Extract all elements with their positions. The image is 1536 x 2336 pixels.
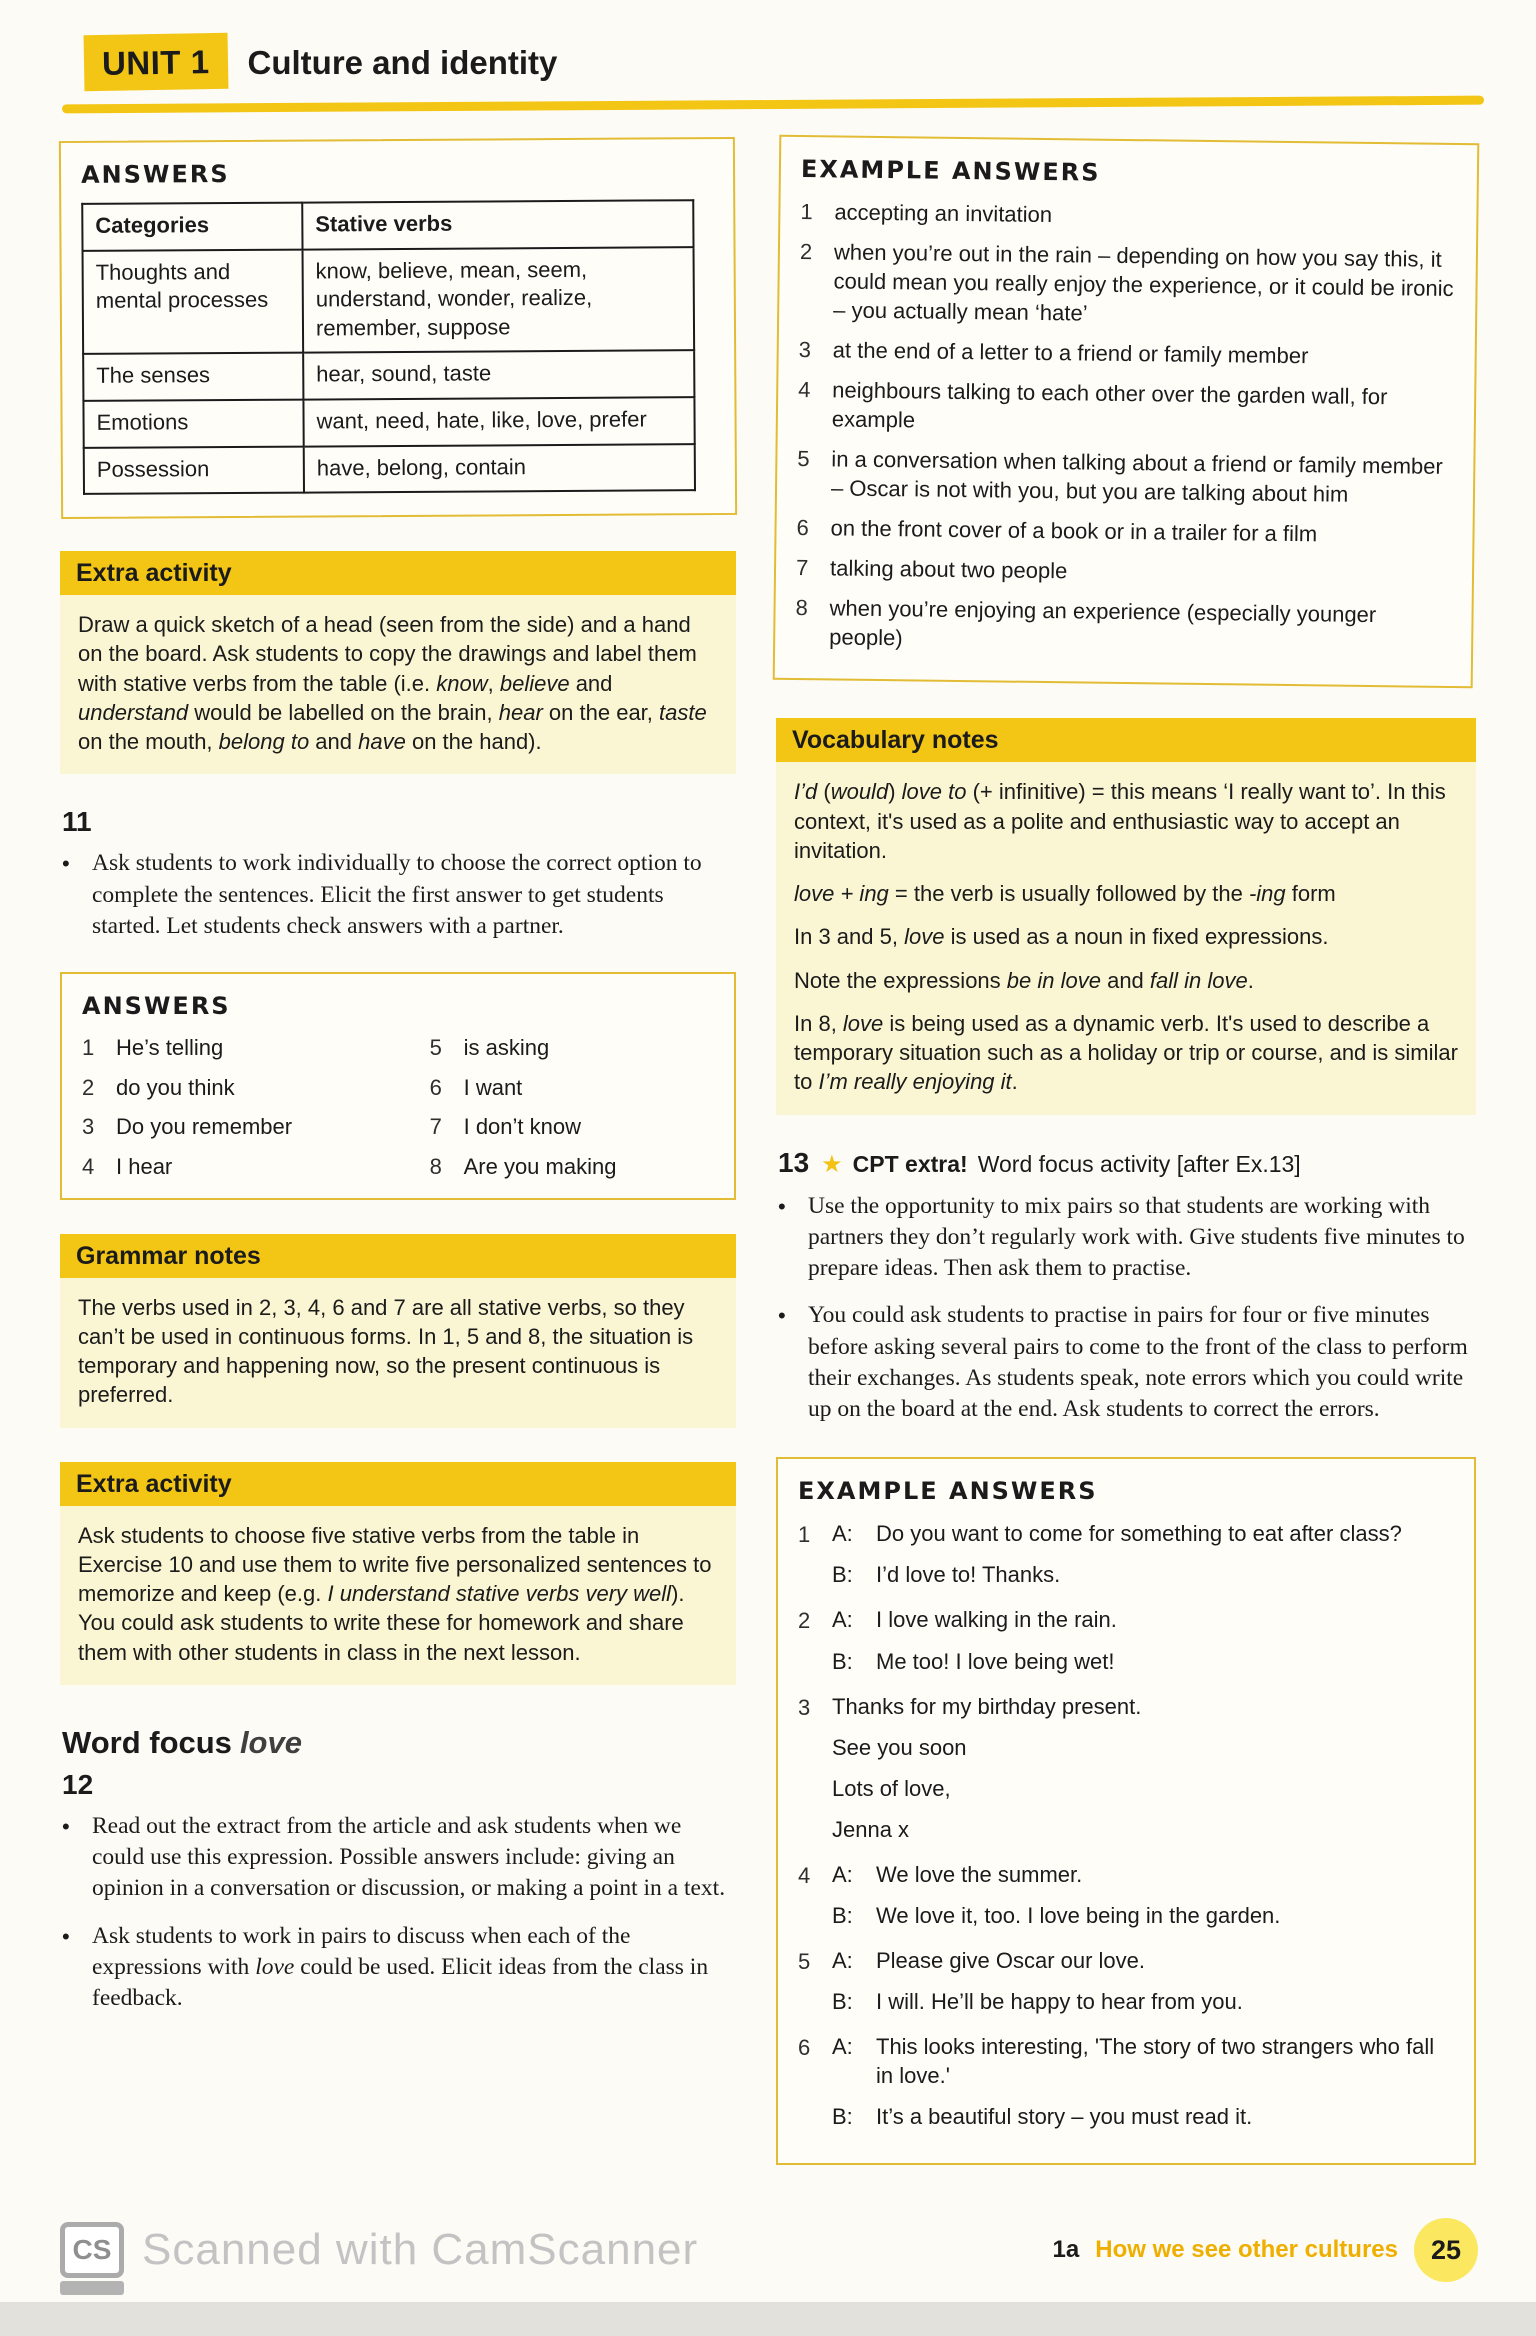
word-focus-heading xyxy=(62,1725,736,1761)
dialogue-line xyxy=(832,1815,1454,1844)
camscanner-logo-icon: CS xyxy=(60,2222,124,2278)
answer-text: Are you making xyxy=(463,1153,617,1179)
verbs-cell: want, need, hate, like, love, prefer xyxy=(303,397,694,446)
item-number: 4 xyxy=(798,1862,811,1888)
item-number: 2 xyxy=(798,1608,811,1634)
example-answer-item xyxy=(795,593,1452,659)
word-focus-keyword: love xyxy=(239,1724,302,1760)
vocabulary-note-paragraph: I’d (would) love to (+ infinitive) = this means ‘I really want to’. In this context, it's used as a polite and enthusiastic way to accept an invitation. xyxy=(794,779,1446,863)
dialogue-text: Do you want to come for something to eat after class? xyxy=(876,1521,1402,1547)
item-text: in a conversation when talking about a friend or family member – Oscar is not with you, but you are talking about him xyxy=(830,446,1443,507)
example-answer-item xyxy=(800,197,1456,234)
item-text: talking about two people xyxy=(829,555,1068,584)
star-icon: ★ xyxy=(821,1150,843,1178)
example-answers-label: EXAMPLE ANSWERS xyxy=(800,155,1101,187)
dialogue-text: Me too! I love being wet! xyxy=(876,1648,1115,1674)
dialogue-line xyxy=(832,1774,1454,1803)
answer-item xyxy=(430,1153,617,1182)
word-focus-label: Word focus xyxy=(62,1724,232,1760)
unit-badge: UNIT 1 xyxy=(84,33,228,91)
teaching-note-bullet xyxy=(778,1300,1476,1425)
item-number: 5 xyxy=(798,1948,811,1974)
cpt-extra-label: CPT extra! xyxy=(852,1150,968,1177)
speaker-label: A: xyxy=(832,1607,853,1633)
header-underline xyxy=(62,96,1484,114)
left-column xyxy=(60,139,736,2165)
dialogue-line xyxy=(832,1605,1454,1634)
dialogue-item xyxy=(798,1605,1454,1687)
example-answer-item xyxy=(799,237,1456,332)
dialogue-line xyxy=(832,1560,1454,1589)
example-answer-item xyxy=(798,375,1455,441)
answer-text: I hear xyxy=(116,1153,173,1179)
dialogue-lines xyxy=(832,1860,1454,1942)
answer-text: Do you remember xyxy=(116,1114,293,1140)
dialogue-line xyxy=(832,1860,1454,1889)
extra-activity-body: Ask students to choose five stative verbs from the table in Exercise 10 and use them to write five personalized sentences to memorize and keep (e.g. I understand stative verbs very well). You could ask students to write these for homework and share them with other students in class in the next lesson. xyxy=(60,1506,736,1685)
dialogue-item xyxy=(798,1860,1454,1942)
dialogue-item xyxy=(798,1946,1454,2028)
lesson-title: How we see other cultures xyxy=(1095,2236,1398,2263)
dialogue-text: I love walking in the rain. xyxy=(876,1607,1117,1633)
bullet-text: • You could ask students to practise in pairs for four or five minutes before asking several pairs to come to the front of the class to perform their exchanges. As students speak, note errors which you could write up on the board at the end. Ask students to correct the errors. xyxy=(808,1302,1468,1423)
dialogue-line xyxy=(832,1946,1454,1975)
vocabulary-notes-body xyxy=(776,762,1476,1114)
answer-number: 8 xyxy=(429,1153,442,1179)
item-number: 6 xyxy=(796,515,809,541)
dialogue-line xyxy=(832,1519,1454,1548)
bullet-text: • Read out the extract from the article and ask students when we could use this expression. Possible answers include: giving an opinion in a conversation or discussion, or making a point in a text. xyxy=(92,1812,726,1902)
item-number: 2 xyxy=(799,239,813,265)
answer-text: is asking xyxy=(463,1035,550,1061)
item-number: 8 xyxy=(795,595,808,621)
exercise-number-11: 11 xyxy=(62,806,92,838)
dialogue-line xyxy=(832,2102,1454,2131)
dialogue-line xyxy=(832,1647,1454,1676)
camscanner-text: Scanned with CamScanner xyxy=(142,2225,699,2274)
scan-edge-band xyxy=(0,2302,1536,2336)
dialogue-text: We love the summer. xyxy=(876,1861,1083,1887)
extra-activity-title: Extra activity xyxy=(60,551,736,595)
teaching-note-bullet xyxy=(62,1921,736,2015)
extra-activity-box-2 xyxy=(60,1462,736,1685)
exercise-number-13: 13 xyxy=(778,1146,810,1178)
grammar-notes-title: Grammar notes xyxy=(60,1234,736,1278)
category-cell: Possession xyxy=(84,446,304,494)
teaching-note-bullet xyxy=(62,848,736,942)
footer-section-info xyxy=(1053,2218,1478,2282)
answer-number: 2 xyxy=(82,1074,95,1100)
dialogue-text: Jenna x xyxy=(832,1816,910,1842)
example-answers-label: EXAMPLE ANSWERS xyxy=(798,1477,1098,1506)
answers-columns xyxy=(82,1034,714,1181)
dialogue-lines xyxy=(832,1692,1454,1856)
extra-activity-box-1 xyxy=(60,551,736,774)
category-cell: The senses xyxy=(83,353,303,401)
answers-box-label: ANSWERS xyxy=(80,160,230,189)
unit-header xyxy=(84,34,1484,90)
vocabulary-note-paragraph: love + ing = the verb is usually followed by the -ing form xyxy=(794,881,1336,907)
dialogue-line xyxy=(832,1733,1454,1762)
answer-item xyxy=(82,1074,430,1103)
page-title: Culture and identity xyxy=(247,44,558,81)
dialogue-text: I’d love to! Thanks. xyxy=(876,1562,1061,1588)
vocabulary-notes-box xyxy=(776,718,1476,1114)
teaching-note-bullet xyxy=(778,1191,1476,1285)
dialogue-line xyxy=(832,1692,1454,1721)
extra-activity-body: Draw a quick sketch of a head (seen from the side) and a hand on the board. Ask students to copy the drawings and label them with stative verbs from the table (i.e. know, believe and understand would be labelled on the brain, hear on the ear, taste on the mouth, belong to and have on the hand). xyxy=(60,595,736,774)
answer-item xyxy=(430,1034,617,1063)
bullet-text: • Ask students to work individually to choose the correct option to complete the sentences. Elicit the first answer to get students started. Let students check answers with a partner. xyxy=(92,850,702,939)
verbs-cell: hear, sound, taste xyxy=(303,351,694,400)
answers-box-label: ANSWERS xyxy=(82,992,231,1021)
answer-number: 1 xyxy=(82,1035,95,1061)
dialogue-item xyxy=(798,1692,1454,1856)
vocabulary-note-paragraph: In 8, love is being used as a dynamic verb. It's used to describe a temporary situation such as a holiday or trip or course, and is similar to I’m really enjoying it. xyxy=(794,1010,1458,1095)
bullet-text: • Ask students to work in pairs to discuss when each of the expressions with love could be used. Elicit ideas from the class in feedback. xyxy=(92,1922,709,2012)
answer-item xyxy=(82,1153,430,1182)
column-header-categories: Categories xyxy=(82,203,302,251)
answer-text: He’s telling xyxy=(116,1035,224,1061)
dialogue-text: It’s a beautiful story – you must read it. xyxy=(876,2103,1253,2129)
example-answers-box-1 xyxy=(773,135,1480,689)
answer-text: I don’t know xyxy=(463,1114,581,1140)
answer-number: 3 xyxy=(82,1114,95,1140)
dialogue-text: Please give Oscar our love. xyxy=(876,1947,1146,1973)
example-answer-item xyxy=(796,553,1452,590)
answer-number: 7 xyxy=(429,1114,442,1140)
item-number: 5 xyxy=(797,446,810,472)
table-row xyxy=(83,351,694,401)
dialogue-text: This looks interesting, 'The story of two strangers who fall in love.' xyxy=(876,2033,1435,2088)
dialogue-line xyxy=(832,2032,1454,2090)
vocabulary-note-paragraph: Note the expressions be in love and fall in love. xyxy=(794,967,1254,993)
vocabulary-notes-title: Vocabulary notes xyxy=(776,718,1476,762)
right-column xyxy=(776,139,1476,2165)
answer-text: do you think xyxy=(116,1074,235,1100)
column-header-stative-verbs: Stative verbs xyxy=(302,200,693,249)
example-answer-item xyxy=(797,444,1454,510)
cpt-extra-description: Word focus activity [after Ex.13] xyxy=(977,1150,1301,1177)
lesson-number: 1a xyxy=(1052,2236,1080,2263)
item-text: when you’re out in the rain – depending on how you say this, it could mean you really enjoy the experience, or it could be ironic – you actually mean ‘hate’ xyxy=(833,239,1454,326)
answer-item xyxy=(82,1034,430,1063)
item-number: 4 xyxy=(798,377,811,403)
answer-item xyxy=(430,1113,617,1142)
item-text: accepting an invitation xyxy=(834,199,1053,228)
grammar-notes-box xyxy=(60,1234,736,1428)
answer-number: 4 xyxy=(82,1153,95,1179)
dialogue-lines xyxy=(832,1519,1454,1601)
dialogue-lines xyxy=(832,2032,1454,2143)
example-answers-box-2 xyxy=(776,1457,1476,2164)
two-column-layout xyxy=(60,139,1484,2165)
item-text: when you’re enjoying an experience (especially younger people) xyxy=(829,595,1377,651)
table-row xyxy=(83,397,694,447)
example-answer-item xyxy=(796,513,1452,550)
exercise-13-heading xyxy=(778,1147,1476,1179)
bullet-text: • Use the opportunity to mix pairs so that students are working with partners they don’t regularly work with. Give students five minutes to prepare ideas. Then ask them to practise. xyxy=(808,1192,1465,1282)
dialogue-text: We love it, too. I love being in the garden. xyxy=(876,1902,1281,1928)
speaker-label: B: xyxy=(832,1902,853,1928)
camscanner-watermark xyxy=(60,2222,698,2278)
answer-item xyxy=(430,1074,617,1103)
table-header-row xyxy=(82,200,693,250)
answers-column-right xyxy=(430,1034,617,1181)
verbs-cell: know, believe, mean, seem, understand, wonder, realize, remember, suppose xyxy=(302,247,694,353)
extra-activity-title: Extra activity xyxy=(60,1462,736,1506)
speaker-label: A: xyxy=(832,1947,853,1973)
dialogue-line xyxy=(832,1901,1454,1930)
dialogue-text: See you soon xyxy=(832,1734,967,1760)
answer-number: 5 xyxy=(429,1035,442,1061)
page-number-badge: 25 xyxy=(1414,2218,1478,2282)
speaker-label: B: xyxy=(832,2103,853,2129)
category-cell: Thoughts and mental processes xyxy=(83,249,304,354)
item-number: 1 xyxy=(800,199,813,225)
item-number: 3 xyxy=(798,1694,811,1720)
dialogue-lines xyxy=(832,1605,1454,1687)
answers-list-box xyxy=(60,972,736,1199)
answers-table-box xyxy=(59,137,737,519)
item-text: at the end of a letter to a friend or family member xyxy=(832,337,1309,369)
category-cell: Emotions xyxy=(83,400,303,448)
answer-item xyxy=(82,1113,430,1142)
speaker-label: B: xyxy=(832,1562,853,1588)
page-footer xyxy=(60,2204,1484,2302)
speaker-label: A: xyxy=(832,1521,853,1547)
table-row xyxy=(83,247,695,355)
item-text: on the front cover of a book or in a trailer for a film xyxy=(830,515,1318,547)
answer-text: I want xyxy=(463,1074,523,1100)
speaker-label: B: xyxy=(832,1648,853,1674)
grammar-notes-body: The verbs used in 2, 3, 4, 6 and 7 are all stative verbs, so they can’t be used in continuous forms. In 1, 5 and 8, the situation is temporary and happening now, so the present continuous is preferred. xyxy=(60,1278,736,1428)
dialogue-lines xyxy=(832,1946,1454,2028)
item-number: 6 xyxy=(798,2034,811,2060)
stative-verbs-table xyxy=(81,199,696,495)
item-number: 7 xyxy=(795,555,809,581)
dialogue-text: I will. He’ll be happy to hear from you. xyxy=(876,1988,1243,2014)
exercise-number-12: 12 xyxy=(62,1768,94,1800)
verbs-cell: have, belong, contain xyxy=(304,444,695,493)
table-row xyxy=(84,444,695,494)
item-number: 1 xyxy=(798,1522,811,1548)
item-text: neighbours talking to each other over the garden wall, for example xyxy=(831,377,1388,433)
example-answer-item xyxy=(799,335,1455,372)
answer-number: 6 xyxy=(429,1074,442,1100)
dialogue-text: Lots of love, xyxy=(832,1775,951,1801)
item-number: 3 xyxy=(798,337,812,363)
dialogue-line xyxy=(832,1987,1454,2016)
speaker-label: A: xyxy=(832,2033,853,2059)
speaker-label: B: xyxy=(832,1988,853,2014)
dialogue-item xyxy=(798,2032,1454,2143)
speaker-label: A: xyxy=(832,1861,853,1887)
teaching-note-bullet xyxy=(62,1811,736,1905)
vocabulary-note-paragraph: In 3 and 5, love is used as a noun in fixed expressions. xyxy=(794,924,1329,950)
answers-column-left xyxy=(82,1034,430,1181)
dialogue-text: Thanks for my birthday present. xyxy=(832,1693,1142,1719)
dialogue-item xyxy=(798,1519,1454,1601)
